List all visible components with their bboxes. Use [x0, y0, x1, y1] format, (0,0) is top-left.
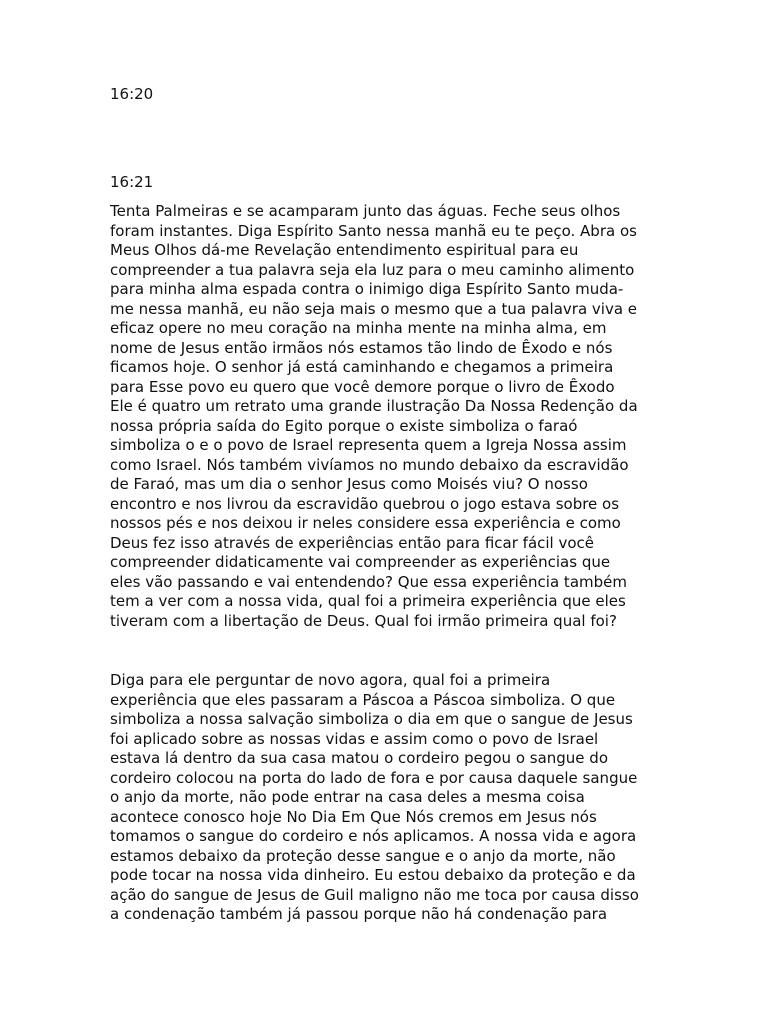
text-line: de Faraó, mas um dia o senhor Jesus como Moisés viu? O nosso [110, 475, 588, 493]
text-line: Tenta Palmeiras e se acamparam junto das águas. Feche seus olhos [110, 202, 621, 220]
text-line: compreender a tua palavra seja ela luz para o meu caminho alimento [110, 260, 635, 279]
text-line: ficamos hoje. O senhor já está caminhando e chegamos a primeira [110, 358, 614, 376]
text-line: o anjo da morte, não pode entrar na casa deles a mesma coisa [110, 788, 585, 806]
text-line: pode tocar na nossa vida dinheiro. Eu estou debaixo da proteção e da [110, 866, 636, 884]
text-line: experiência que eles passaram a Páscoa a Páscoa simboliza. O que [110, 690, 616, 709]
text-line: Ele é quatro um retrato uma grande ilustração Da Nossa Redenção da [110, 397, 638, 415]
text-line: como Israel. Nós também vivíamos no mundo debaixo da escravidão [110, 455, 629, 474]
text-line: ação do sangue de Jesus de Guil maligno não me toca por causa disso [110, 885, 639, 904]
text-line: a condenação também já passou porque não há condenação para [110, 905, 608, 923]
text-line: acontece conosco hoje No Dia Em Que Nós cremos em Jesus nós [110, 807, 597, 826]
transcript-paragraph [110, 202, 670, 631]
timestamp: 16:21 [110, 173, 154, 191]
transcript-paragraph [110, 671, 670, 925]
text-line: nossos pés e nos deixou ir neles considere essa experiência e como [110, 514, 621, 532]
text-line: me nessa manhã, eu não seja mais o mesmo que a tua palavra viva e [110, 299, 638, 318]
text-line: tiveram com a libertação de Deus. Qual foi irmão primeira qual foi? [110, 611, 617, 630]
text-line: Diga para ele perguntar de novo agora, qual foi a primeira [110, 671, 551, 689]
text-line: tem a ver com a nossa vida, qual foi a primeira experiência que eles [110, 592, 626, 610]
text-line: simboliza a nossa salvação simboliza o dia em que o sangue de Jesus [110, 710, 633, 728]
text-line: para Esse povo eu quero que você demore porque o livro de Êxodo [110, 377, 615, 396]
text-line: estamos debaixo da proteção desse sangue e o anjo da morte, não [110, 846, 616, 865]
text-line: foram instantes. Diga Espírito Santo nessa manhã eu te peço. Abra os [110, 221, 637, 240]
text-line: nossa própria saída do Egito porque o existe simboliza o faraó [110, 416, 578, 435]
text-line: eles vão passando e vai entendendo? Que essa experiência também [110, 572, 627, 591]
text-line: Deus fez isso através de experiências então para ficar fácil você [110, 533, 595, 552]
text-line: nome de Jesus então irmãos nós estamos tão lindo de Êxodo e nós [110, 338, 613, 357]
text-line: encontro e nos livrou da escravidão quebrou o jogo estava sobre os [110, 494, 620, 513]
text-line: Meus Olhos dá-me Revelação entendimento espiritual para eu [110, 241, 579, 259]
timestamp: 16:20 [110, 85, 154, 103]
text-line: eficaz opere no meu coração na minha mente na minha alma, em [110, 319, 607, 337]
text-line: foi aplicado sobre as nossas vidas e assim como o povo de Israel [110, 729, 599, 748]
text-line: simboliza o e o povo de Israel representa quem a Igreja Nossa assim [110, 436, 627, 454]
text-line: estava lá dentro da sua casa matou o cordeiro pegou o sangue do [110, 749, 608, 767]
text-line: tomamos o sangue do cordeiro e nós aplicamos. A nossa vida e agora [110, 827, 637, 845]
text-line: para minha alma espada contra o inimigo diga Espírito Santo muda- [110, 280, 624, 298]
text-line: compreender didaticamente vai compreender as experiências que [110, 553, 611, 571]
text-line: cordeiro colocou na porta do lado de fora e por causa daquele sangue [110, 768, 638, 787]
